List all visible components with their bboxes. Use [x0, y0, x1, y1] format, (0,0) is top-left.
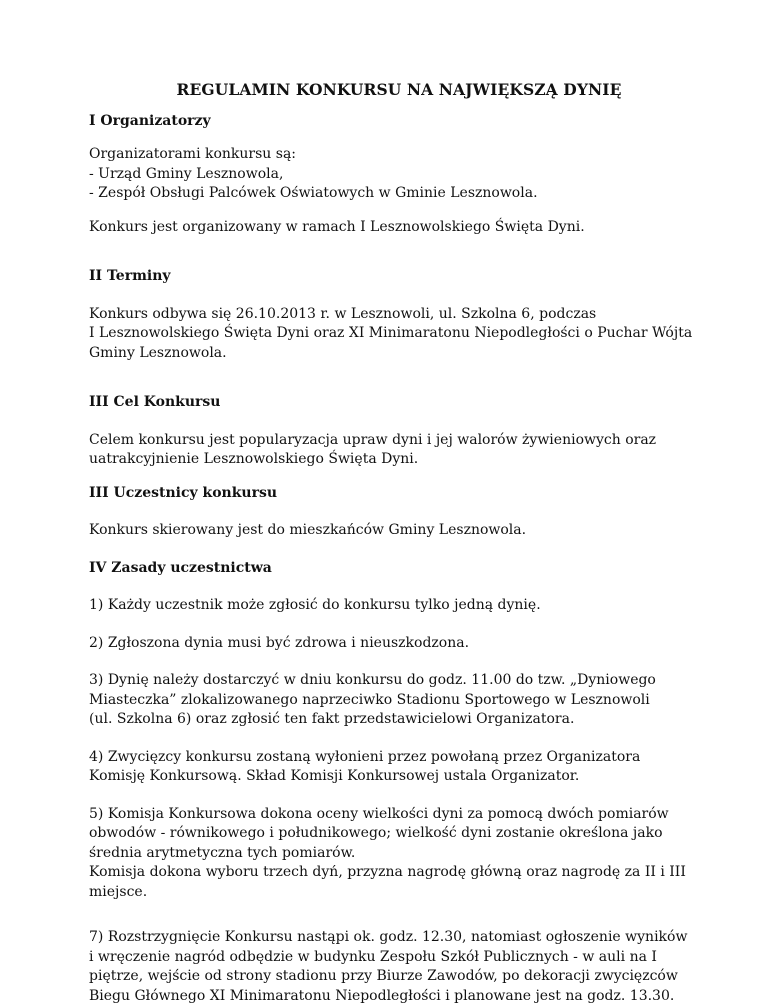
- text-line: Organizatorami konkursu są:: [89, 145, 709, 165]
- rule-item-2: [89, 634, 709, 654]
- text-line: 1) Każdy uczestnik może zgłosić do konkursu tylko jedną dynię.: [89, 596, 709, 616]
- goal-paragraph: [89, 431, 709, 470]
- section-heading-organizers: I Organizatorzy: [89, 112, 709, 132]
- text-line: 5) Komisja Konkursowa dokona oceny wielkości dyni za pomocą dwóch pomiarów: [89, 805, 709, 825]
- organizers-note: [89, 218, 709, 238]
- section-heading-dates: II Terminy: [89, 267, 709, 287]
- text-line: - Urząd Gminy Lesznowola,: [89, 165, 709, 185]
- section-heading-rules: IV Zasady uczestnictwa: [89, 559, 709, 579]
- text-line: Konkurs jest organizowany w ramach I Lesznowolskiego Święta Dyni.: [89, 218, 709, 238]
- text-line: Celem konkursu jest popularyzacja upraw dyni i jej walorów żywieniowych oraz: [89, 431, 709, 451]
- text-line: 4) Zwycięzcy konkursu zostaną wyłonieni przez powołaną przez Organizatora: [89, 748, 709, 768]
- document-title: REGULAMIN KONKURSU NA NAJWIĘKSZĄ DYNIĘ: [89, 80, 709, 100]
- text-line: Konkurs odbywa się 26.10.2013 r. w Lesznowoli, ul. Szkolna 6, podczas: [89, 305, 709, 325]
- text-line: Miasteczka” zlokalizowanego naprzeciwko Stadionu Sportowego w Lesznowoli: [89, 691, 709, 711]
- text-line: 3) Dynię należy dostarczyć w dniu konkursu do godz. 11.00 do tzw. „Dyniowego: [89, 671, 709, 691]
- text-line: (ul. Szkolna 6) oraz zgłosić ten fakt przedstawicielowi Organizatora.: [89, 710, 709, 730]
- participants-paragraph: [89, 521, 709, 541]
- rule-item-3: [89, 671, 709, 730]
- dates-paragraph: [89, 305, 709, 364]
- section-heading-participants: III Uczestnicy konkursu: [89, 484, 709, 504]
- text-line: i wręczenie nagród odbędzie w budynku Zespołu Szkół Publicznych - w auli na I: [89, 948, 709, 968]
- text-line: Biegu Głównego XI Minimaratonu Niepodległości i planowane jest na godz. 13.30.: [89, 987, 709, 1006]
- text-line: uatrakcyjnienie Lesznowolskiego Święta Dyni.: [89, 450, 709, 470]
- text-line: średnia arytmetyczna tych pomiarów.: [89, 844, 709, 864]
- rule-item-4: [89, 748, 709, 787]
- text-line: Komisja dokona wyboru trzech dyń, przyzna nagrodę główną oraz nagrodę za II i III: [89, 863, 709, 883]
- rule-item-7: [89, 928, 709, 1006]
- organizers-paragraph: [89, 145, 709, 204]
- text-line: obwodów - równikowego i południkowego; wielkość dyni zostanie określona jako: [89, 824, 709, 844]
- section-heading-goal: III Cel Konkursu: [89, 393, 709, 413]
- text-line: 7) Rozstrzygnięcie Konkursu nastąpi ok. godz. 12.30, natomiast ogłoszenie wyników: [89, 928, 709, 948]
- text-line: Konkurs skierowany jest do mieszkańców Gminy Lesznowola.: [89, 521, 709, 541]
- text-line: I Lesznowolskiego Święta Dyni oraz XI Minimaratonu Niepodległości o Puchar Wójta: [89, 324, 709, 344]
- text-line: 2) Zgłoszona dynia musi być zdrowa i nieuszkodzona.: [89, 634, 709, 654]
- text-line: piętrze, wejście od strony stadionu przy Biurze Zawodów, po dekoracji zwycięzców: [89, 967, 709, 987]
- rule-item-1: [89, 596, 709, 616]
- text-line: Gminy Lesznowola.: [89, 344, 709, 364]
- rule-item-5: [89, 805, 709, 903]
- text-line: Komisję Konkursową. Skład Komisji Konkursowej ustala Organizator.: [89, 767, 709, 787]
- document-page: [89, 80, 709, 1006]
- text-line: - Zespół Obsługi Palcówek Oświatowych w Gminie Lesznowola.: [89, 184, 709, 204]
- text-line: miejsce.: [89, 883, 709, 903]
